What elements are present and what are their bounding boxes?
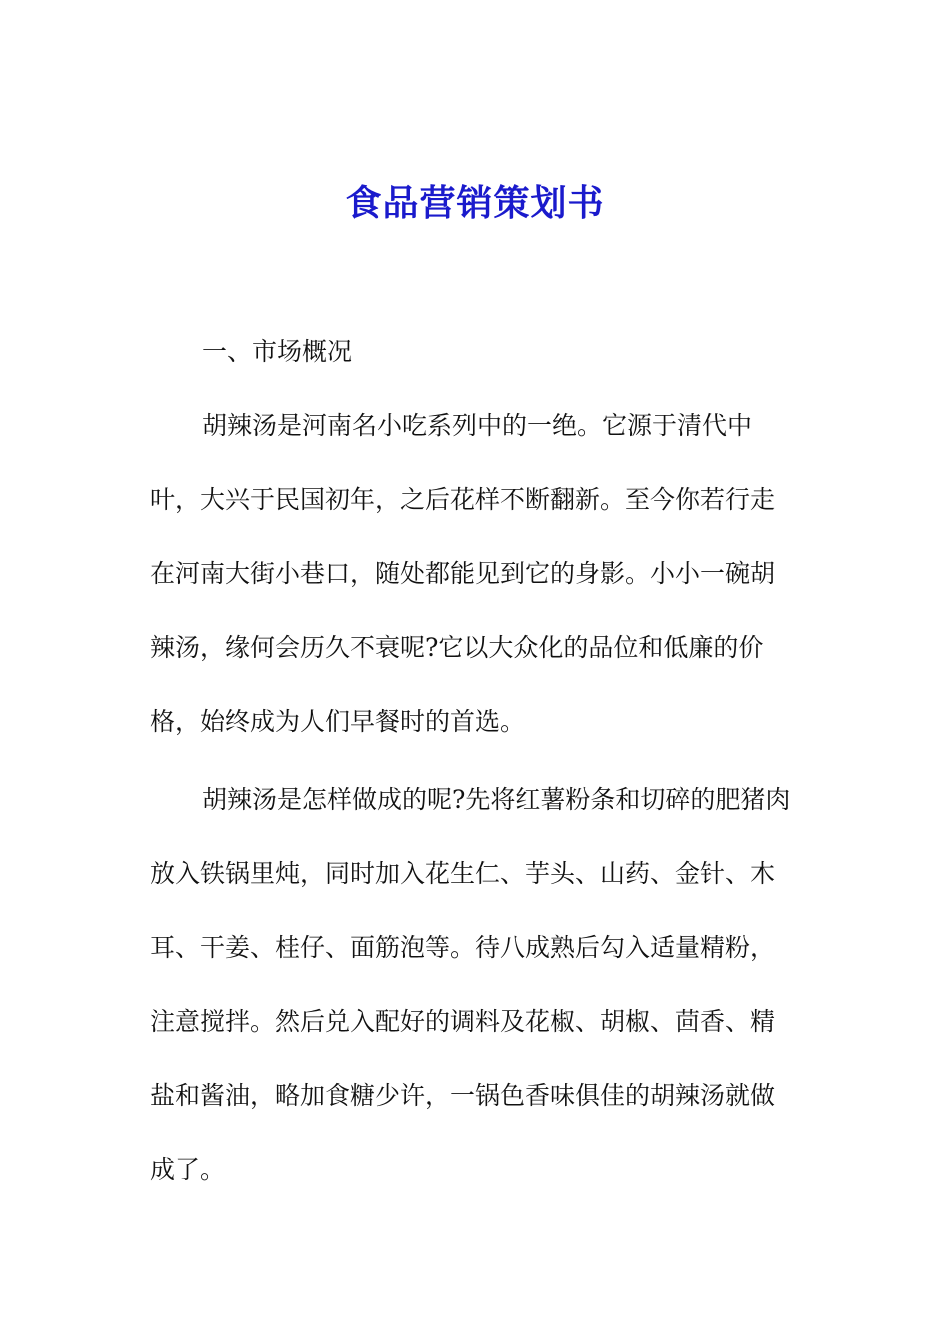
- paragraph-2-line-5: 盐和酱油，略加食糖少许，一锅色香味俱佳的胡辣汤就做: [150, 1081, 776, 1110]
- paragraph-1-line-2: 叶，大兴于民国初年，之后花样不断翻新。至今你若行走: [150, 485, 776, 514]
- paragraph-1-line-4: 辣汤，缘何会历久不衰呢?它以大众化的品位和低廉的价: [150, 633, 764, 662]
- paragraph-1-line-3: 在河南大街小巷口，随处都能见到它的身影。小小一碗胡: [150, 559, 776, 588]
- paragraph-1-line-1: 胡辣汤是河南名小吃系列中的一绝。它源于清代中: [202, 411, 753, 440]
- paragraph-2-line-4: 注意搅拌。然后兑入配好的调料及花椒、胡椒、茴香、精: [150, 1007, 776, 1036]
- document-title: 食品营销策划书: [345, 182, 605, 224]
- section-heading: 一、市场概况: [202, 337, 353, 366]
- paragraph-2-line-3: 耳、干姜、桂仔、面筋泡等。待八成熟后勾入适量精粉，: [150, 933, 776, 962]
- paragraph-2-line-2: 放入铁锅里炖，同时加入花生仁、芋头、山药、金针、木: [150, 859, 776, 888]
- paragraph-2-line-6: 成了。: [150, 1155, 226, 1184]
- paragraph-1-line-5: 格，始终成为人们早餐时的首选。: [150, 707, 526, 736]
- paragraph-2-line-1: 胡辣汤是怎样做成的呢?先将红薯粉条和切碎的肥猪肉: [202, 785, 791, 814]
